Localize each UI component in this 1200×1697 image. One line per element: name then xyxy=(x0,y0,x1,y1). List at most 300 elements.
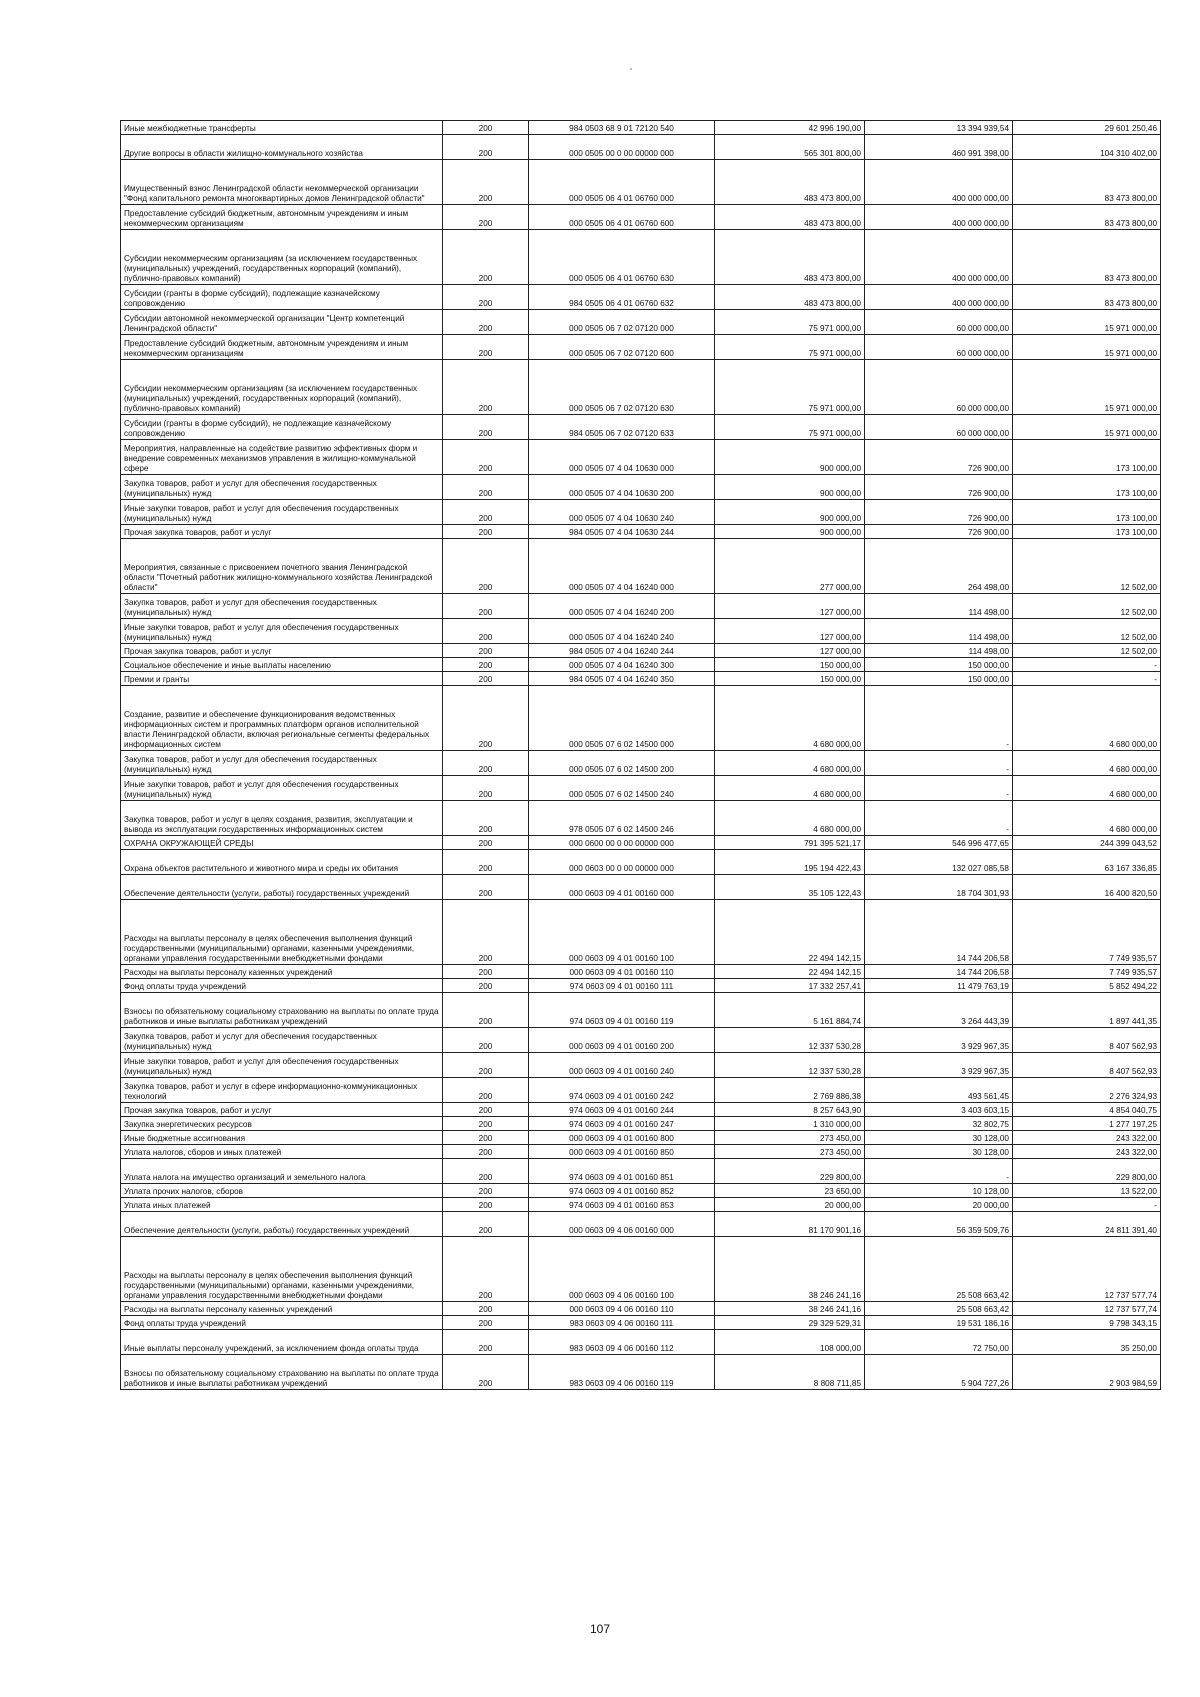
expense-name-cell: Обеспечение деятельности (услуги, работы) государственных учреждений xyxy=(121,1212,443,1237)
table-row xyxy=(121,500,1161,525)
table-row xyxy=(121,1078,1161,1103)
approved-amount-cell: 20 000,00 xyxy=(715,1198,865,1212)
executed-amount-cell: 30 128,00 xyxy=(865,1145,1013,1159)
table-row xyxy=(121,776,1161,801)
table-row xyxy=(121,539,1161,594)
unexecuted-amount-cell: 7 749 935,57 xyxy=(1013,900,1161,965)
expense-name-cell: Закупка товаров, работ и услуг для обеспечения государственных (муниципальных) нужд xyxy=(121,751,443,776)
approved-amount-cell: 229 800,00 xyxy=(715,1159,865,1184)
executed-amount-cell: 60 000 000,00 xyxy=(865,360,1013,415)
expense-name-cell: Расходы на выплаты персоналу казенных учреждений xyxy=(121,1302,443,1316)
budget-classification-cell: 974 0603 09 4 01 00160 851 xyxy=(529,1159,715,1184)
executed-amount-cell: 30 128,00 xyxy=(865,1131,1013,1145)
table-row xyxy=(121,686,1161,751)
budget-classification-cell: 000 0505 07 4 04 16240 200 xyxy=(529,594,715,619)
executed-amount-cell: 14 744 206,58 xyxy=(865,965,1013,979)
approved-amount-cell: 8 808 711,85 xyxy=(715,1355,865,1390)
table-row xyxy=(121,751,1161,776)
line-code-cell: 200 xyxy=(443,205,529,230)
unexecuted-amount-cell: 2 276 324,93 xyxy=(1013,1078,1161,1103)
unexecuted-amount-cell: 243 322,00 xyxy=(1013,1145,1161,1159)
unexecuted-amount-cell: - xyxy=(1013,1198,1161,1212)
executed-amount-cell: 25 508 663,42 xyxy=(865,1237,1013,1302)
approved-amount-cell: 4 680 000,00 xyxy=(715,776,865,801)
expense-name-cell: Прочая закупка товаров, работ и услуг xyxy=(121,644,443,658)
table-row xyxy=(121,205,1161,230)
expense-name-cell: Фонд оплаты труда учреждений xyxy=(121,1316,443,1330)
expense-name-cell: Закупка товаров, работ и услуг в целях создания, развития, эксплуатации и вывода из эксплуатации государственных информационных систем xyxy=(121,801,443,836)
approved-amount-cell: 565 301 800,00 xyxy=(715,135,865,160)
table-row xyxy=(121,979,1161,993)
budget-classification-cell: 000 0505 07 6 02 14500 200 xyxy=(529,751,715,776)
executed-amount-cell: 264 498,00 xyxy=(865,539,1013,594)
expense-name-cell: Иные бюджетные ассигнования xyxy=(121,1131,443,1145)
line-code-cell: 200 xyxy=(443,965,529,979)
line-code-cell: 200 xyxy=(443,1053,529,1078)
expense-name-cell: Иные закупки товаров, работ и услуг для обеспечения государственных (муниципальных) нужд xyxy=(121,500,443,525)
unexecuted-amount-cell: 12 502,00 xyxy=(1013,594,1161,619)
table-row xyxy=(121,1131,1161,1145)
table-row xyxy=(121,1355,1161,1390)
budget-classification-cell: 000 0603 09 4 01 00160 000 xyxy=(529,875,715,900)
budget-classification-cell: 984 0505 06 4 01 06760 632 xyxy=(529,285,715,310)
unexecuted-amount-cell: 1 897 441,35 xyxy=(1013,993,1161,1028)
table-row xyxy=(121,525,1161,539)
budget-classification-cell: 974 0603 09 4 01 00160 852 xyxy=(529,1184,715,1198)
budget-execution-sheet xyxy=(120,120,1160,1390)
expense-name-cell: Закупка товаров, работ и услуг для обеспечения государственных (муниципальных) нужд xyxy=(121,1028,443,1053)
expense-name-cell: Иные закупки товаров, работ и услуг для обеспечения государственных (муниципальных) нужд xyxy=(121,776,443,801)
approved-amount-cell: 127 000,00 xyxy=(715,619,865,644)
approved-amount-cell: 81 170 901,16 xyxy=(715,1212,865,1237)
unexecuted-amount-cell: 244 399 043,52 xyxy=(1013,836,1161,850)
expense-name-cell: Социальное обеспечение и иные выплаты населению xyxy=(121,658,443,672)
expense-name-cell: Субсидии (гранты в форме субсидий), не подлежащие казначейскому сопровождению xyxy=(121,415,443,440)
budget-classification-cell: 000 0505 06 4 01 06760 630 xyxy=(529,230,715,285)
budget-classification-cell: 974 0603 09 4 01 00160 247 xyxy=(529,1117,715,1131)
approved-amount-cell: 8 257 643,90 xyxy=(715,1103,865,1117)
line-code-cell: 200 xyxy=(443,1184,529,1198)
expense-name-cell: Прочая закупка товаров, работ и услуг xyxy=(121,1103,443,1117)
unexecuted-amount-cell: 4 680 000,00 xyxy=(1013,776,1161,801)
expense-name-cell: Расходы на выплаты персоналу в целях обеспечения выполнения функций государственными (муниципальными) органами, казенными учреждениями, органами управления государственными внебюджетными фондами xyxy=(121,900,443,965)
unexecuted-amount-cell: 4 680 000,00 xyxy=(1013,751,1161,776)
unexecuted-amount-cell: 15 971 000,00 xyxy=(1013,310,1161,335)
budget-classification-cell: 000 0603 09 4 06 00160 100 xyxy=(529,1237,715,1302)
approved-amount-cell: 23 650,00 xyxy=(715,1184,865,1198)
table-row xyxy=(121,1302,1161,1316)
line-code-cell: 200 xyxy=(443,836,529,850)
table-row xyxy=(121,1330,1161,1355)
line-code-cell: 200 xyxy=(443,900,529,965)
approved-amount-cell: 22 494 142,15 xyxy=(715,965,865,979)
table-row xyxy=(121,875,1161,900)
approved-amount-cell: 108 000,00 xyxy=(715,1330,865,1355)
approved-amount-cell: 29 329 529,31 xyxy=(715,1316,865,1330)
unexecuted-amount-cell: 83 473 800,00 xyxy=(1013,205,1161,230)
approved-amount-cell: 42 996 190,00 xyxy=(715,121,865,135)
unexecuted-amount-cell: 4 680 000,00 xyxy=(1013,686,1161,751)
approved-amount-cell: 75 971 000,00 xyxy=(715,415,865,440)
executed-amount-cell: 546 996 477,65 xyxy=(865,836,1013,850)
line-code-cell: 200 xyxy=(443,993,529,1028)
table-row xyxy=(121,672,1161,686)
table-row xyxy=(121,836,1161,850)
unexecuted-amount-cell: 173 100,00 xyxy=(1013,475,1161,500)
expense-name-cell: Взносы по обязательному социальному страхованию на выплаты по оплате труда работников и иные выплаты работникам учреждений xyxy=(121,993,443,1028)
expense-name-cell: Субсидии (гранты в форме субсидий), подлежащие казначейскому сопровождению xyxy=(121,285,443,310)
expense-name-cell: ОХРАНА ОКРУЖАЮЩЕЙ СРЕДЫ xyxy=(121,836,443,850)
line-code-cell: 200 xyxy=(443,440,529,475)
budget-classification-cell: 000 0505 07 4 04 10630 200 xyxy=(529,475,715,500)
unexecuted-amount-cell: 29 601 250,46 xyxy=(1013,121,1161,135)
executed-amount-cell: 25 508 663,42 xyxy=(865,1302,1013,1316)
executed-amount-cell: 3 403 603,15 xyxy=(865,1103,1013,1117)
approved-amount-cell: 75 971 000,00 xyxy=(715,360,865,415)
unexecuted-amount-cell: 8 407 562,93 xyxy=(1013,1028,1161,1053)
expense-name-cell: Субсидии некоммерческим организациям (за исключением государственных (муниципальных) учреждений, государственных корпораций (компаний), публично-правовых компаний) xyxy=(121,360,443,415)
budget-classification-cell: 000 0603 09 4 01 00160 100 xyxy=(529,900,715,965)
budget-classification-cell: 984 0505 07 4 04 16240 244 xyxy=(529,644,715,658)
line-code-cell: 200 xyxy=(443,1330,529,1355)
approved-amount-cell: 791 395 521,17 xyxy=(715,836,865,850)
expense-name-cell: Закупка товаров, работ и услуг в сфере информационно-коммуникационных технологий xyxy=(121,1078,443,1103)
unexecuted-amount-cell: 15 971 000,00 xyxy=(1013,335,1161,360)
executed-amount-cell: 72 750,00 xyxy=(865,1330,1013,1355)
page-number: 107 xyxy=(589,1622,611,1636)
budget-classification-cell: 983 0603 09 4 06 00160 111 xyxy=(529,1316,715,1330)
unexecuted-amount-cell: 2 903 984,59 xyxy=(1013,1355,1161,1390)
expense-name-cell: Уплата налога на имущество организаций и земельного налога xyxy=(121,1159,443,1184)
expense-name-cell: Обеспечение деятельности (услуги, работы) государственных учреждений xyxy=(121,875,443,900)
executed-amount-cell: 18 704 301,93 xyxy=(865,875,1013,900)
approved-amount-cell: 483 473 800,00 xyxy=(715,160,865,205)
approved-amount-cell: 75 971 000,00 xyxy=(715,335,865,360)
line-code-cell: 200 xyxy=(443,539,529,594)
budget-classification-cell: 983 0603 09 4 06 00160 119 xyxy=(529,1355,715,1390)
line-code-cell: 200 xyxy=(443,1159,529,1184)
line-code-cell: 200 xyxy=(443,594,529,619)
table-row xyxy=(121,1184,1161,1198)
expense-name-cell: Создание, развитие и обеспечение функционирования ведомственных информационных систем и программных платформ органов исполнительной власти Ленинградской области, включая региональные сегменты федеральных информационных систем xyxy=(121,686,443,751)
budget-classification-cell: 000 0505 07 4 04 16240 240 xyxy=(529,619,715,644)
unexecuted-amount-cell: 15 971 000,00 xyxy=(1013,360,1161,415)
executed-amount-cell: 14 744 206,58 xyxy=(865,900,1013,965)
unexecuted-amount-cell: 104 310 402,00 xyxy=(1013,135,1161,160)
line-code-cell: 200 xyxy=(443,415,529,440)
line-code-cell: 200 xyxy=(443,230,529,285)
table-row xyxy=(121,1117,1161,1131)
unexecuted-amount-cell: 9 798 343,15 xyxy=(1013,1316,1161,1330)
table-row xyxy=(121,360,1161,415)
approved-amount-cell: 127 000,00 xyxy=(715,644,865,658)
executed-amount-cell: 132 027 085,58 xyxy=(865,850,1013,875)
budget-classification-cell: 000 0603 00 0 00 00000 000 xyxy=(529,850,715,875)
budget-classification-cell: 984 0505 06 7 02 07120 633 xyxy=(529,415,715,440)
budget-classification-cell: 000 0505 07 6 02 14500 240 xyxy=(529,776,715,801)
unexecuted-amount-cell: 4 680 000,00 xyxy=(1013,801,1161,836)
expense-name-cell: Уплата налогов, сборов и иных платежей xyxy=(121,1145,443,1159)
approved-amount-cell: 900 000,00 xyxy=(715,475,865,500)
approved-amount-cell: 900 000,00 xyxy=(715,440,865,475)
line-code-cell: 200 xyxy=(443,475,529,500)
executed-amount-cell: 726 900,00 xyxy=(865,525,1013,539)
budget-classification-cell: 000 0603 09 4 06 00160 000 xyxy=(529,1212,715,1237)
table-row xyxy=(121,1212,1161,1237)
line-code-cell: 200 xyxy=(443,500,529,525)
unexecuted-amount-cell: 12 737 577,74 xyxy=(1013,1302,1161,1316)
executed-amount-cell: 460 991 398,00 xyxy=(865,135,1013,160)
line-code-cell: 200 xyxy=(443,1117,529,1131)
line-code-cell: 200 xyxy=(443,1131,529,1145)
line-code-cell: 200 xyxy=(443,776,529,801)
line-code-cell: 200 xyxy=(443,644,529,658)
budget-classification-cell: 000 0505 07 6 02 14500 000 xyxy=(529,686,715,751)
unexecuted-amount-cell: 12 502,00 xyxy=(1013,619,1161,644)
executed-amount-cell: 150 000,00 xyxy=(865,672,1013,686)
budget-classification-cell: 000 0505 07 4 04 10630 240 xyxy=(529,500,715,525)
budget-classification-cell: 000 0603 09 4 01 00160 800 xyxy=(529,1131,715,1145)
budget-classification-cell: 984 0505 07 4 04 16240 350 xyxy=(529,672,715,686)
budget-classification-cell: 000 0600 00 0 00 00000 000 xyxy=(529,836,715,850)
executed-amount-cell: 32 802,75 xyxy=(865,1117,1013,1131)
unexecuted-amount-cell: 35 250,00 xyxy=(1013,1330,1161,1355)
approved-amount-cell: 483 473 800,00 xyxy=(715,205,865,230)
approved-amount-cell: 4 680 000,00 xyxy=(715,686,865,751)
line-code-cell: 200 xyxy=(443,672,529,686)
table-row xyxy=(121,230,1161,285)
budget-classification-cell: 000 0505 06 4 01 06760 600 xyxy=(529,205,715,230)
table-row xyxy=(121,801,1161,836)
executed-amount-cell: - xyxy=(865,1159,1013,1184)
budget-classification-cell: 974 0603 09 4 01 00160 853 xyxy=(529,1198,715,1212)
budget-classification-cell: 974 0603 09 4 01 00160 111 xyxy=(529,979,715,993)
executed-amount-cell: 493 561,45 xyxy=(865,1078,1013,1103)
executed-amount-cell: 726 900,00 xyxy=(865,440,1013,475)
approved-amount-cell: 195 194 422,43 xyxy=(715,850,865,875)
table-row xyxy=(121,850,1161,875)
unexecuted-amount-cell: 173 100,00 xyxy=(1013,525,1161,539)
unexecuted-amount-cell: 4 854 040,75 xyxy=(1013,1103,1161,1117)
executed-amount-cell: 3 264 443,39 xyxy=(865,993,1013,1028)
expense-name-cell: Премии и гранты xyxy=(121,672,443,686)
expense-name-cell: Уплата прочих налогов, сборов xyxy=(121,1184,443,1198)
approved-amount-cell: 4 680 000,00 xyxy=(715,801,865,836)
expense-name-cell: Закупка энергетических ресурсов xyxy=(121,1117,443,1131)
approved-amount-cell: 17 332 257,41 xyxy=(715,979,865,993)
budget-classification-cell: 000 0505 06 7 02 07120 600 xyxy=(529,335,715,360)
unexecuted-amount-cell: 12 737 577,74 xyxy=(1013,1237,1161,1302)
executed-amount-cell: 10 128,00 xyxy=(865,1184,1013,1198)
approved-amount-cell: 35 105 122,43 xyxy=(715,875,865,900)
expense-name-cell: Уплата иных платежей xyxy=(121,1198,443,1212)
approved-amount-cell: 273 450,00 xyxy=(715,1145,865,1159)
expense-name-cell: Предоставление субсидий бюджетным, автономным учреждениям и иным некоммерческим организациям xyxy=(121,205,443,230)
table-row xyxy=(121,121,1161,135)
table-row xyxy=(121,1316,1161,1330)
approved-amount-cell: 900 000,00 xyxy=(715,500,865,525)
executed-amount-cell: 400 000 000,00 xyxy=(865,285,1013,310)
table-row xyxy=(121,335,1161,360)
expense-name-cell: Субсидии автономной некоммерческой организации "Центр компетенций Ленинградской области" xyxy=(121,310,443,335)
approved-amount-cell: 12 337 530,28 xyxy=(715,1028,865,1053)
executed-amount-cell: 11 479 763,19 xyxy=(865,979,1013,993)
expense-name-cell: Предоставление субсидий бюджетным, автономным учреждениям и иным некоммерческим организациям xyxy=(121,335,443,360)
line-code-cell: 200 xyxy=(443,335,529,360)
unexecuted-amount-cell: 173 100,00 xyxy=(1013,500,1161,525)
approved-amount-cell: 483 473 800,00 xyxy=(715,285,865,310)
unexecuted-amount-cell: 12 502,00 xyxy=(1013,539,1161,594)
expense-name-cell: Иные закупки товаров, работ и услуг для обеспечения государственных (муниципальных) нужд xyxy=(121,1053,443,1078)
expense-name-cell: Закупка товаров, работ и услуг для обеспечения государственных (муниципальных) нужд xyxy=(121,594,443,619)
unexecuted-amount-cell: 24 811 391,40 xyxy=(1013,1212,1161,1237)
expense-name-cell: Имущественный взнос Ленинградской области некоммерческой организации "Фонд капитального ремонта многоквартирных домов Ленинградской области" xyxy=(121,160,443,205)
budget-classification-cell: 984 0505 07 4 04 10630 244 xyxy=(529,525,715,539)
line-code-cell: 200 xyxy=(443,619,529,644)
line-code-cell: 200 xyxy=(443,1145,529,1159)
table-row xyxy=(121,440,1161,475)
executed-amount-cell: 56 359 509,76 xyxy=(865,1212,1013,1237)
executed-amount-cell: 3 929 967,35 xyxy=(865,1028,1013,1053)
unexecuted-amount-cell: 83 473 800,00 xyxy=(1013,230,1161,285)
line-code-cell: 200 xyxy=(443,1237,529,1302)
expense-name-cell: Закупка товаров, работ и услуг для обеспечения государственных (муниципальных) нужд xyxy=(121,475,443,500)
line-code-cell: 200 xyxy=(443,686,529,751)
unexecuted-amount-cell: - xyxy=(1013,658,1161,672)
unexecuted-amount-cell: 243 322,00 xyxy=(1013,1131,1161,1145)
unexecuted-amount-cell: 63 167 336,85 xyxy=(1013,850,1161,875)
executed-amount-cell: 114 498,00 xyxy=(865,594,1013,619)
line-code-cell: 200 xyxy=(443,1028,529,1053)
expense-name-cell: Расходы на выплаты персоналу казенных учреждений xyxy=(121,965,443,979)
table-row xyxy=(121,285,1161,310)
expense-name-cell: Взносы по обязательному социальному страхованию на выплаты по оплате труда работников и иные выплаты работникам учреждений xyxy=(121,1355,443,1390)
unexecuted-amount-cell: 16 400 820,50 xyxy=(1013,875,1161,900)
budget-classification-cell: 974 0603 09 4 01 00160 119 xyxy=(529,993,715,1028)
expense-name-cell: Иные закупки товаров, работ и услуг для обеспечения государственных (муниципальных) нужд xyxy=(121,619,443,644)
budget-classification-cell: 000 0505 07 4 04 16240 300 xyxy=(529,658,715,672)
budget-classification-cell: 000 0505 06 7 02 07120 630 xyxy=(529,360,715,415)
budget-classification-cell: 983 0603 09 4 06 00160 112 xyxy=(529,1330,715,1355)
table-row xyxy=(121,965,1161,979)
unexecuted-amount-cell: 83 473 800,00 xyxy=(1013,160,1161,205)
budget-classification-cell: 978 0505 07 6 02 14500 246 xyxy=(529,801,715,836)
executed-amount-cell: 13 394 939,54 xyxy=(865,121,1013,135)
unexecuted-amount-cell: 83 473 800,00 xyxy=(1013,285,1161,310)
table-row xyxy=(121,1145,1161,1159)
budget-table xyxy=(120,120,1161,1390)
unexecuted-amount-cell: 7 749 935,57 xyxy=(1013,965,1161,979)
line-code-cell: 200 xyxy=(443,801,529,836)
line-code-cell: 200 xyxy=(443,310,529,335)
unexecuted-amount-cell: 1 277 197,25 xyxy=(1013,1117,1161,1131)
expense-name-cell: Иные выплаты персоналу учреждений, за исключением фонда оплаты труда xyxy=(121,1330,443,1355)
line-code-cell: 200 xyxy=(443,1302,529,1316)
line-code-cell: 200 xyxy=(443,285,529,310)
table-row xyxy=(121,1237,1161,1302)
budget-classification-cell: 000 0603 09 4 01 00160 850 xyxy=(529,1145,715,1159)
budget-classification-cell: 000 0505 06 7 02 07120 000 xyxy=(529,310,715,335)
line-code-cell: 200 xyxy=(443,525,529,539)
table-row xyxy=(121,1159,1161,1184)
executed-amount-cell: 3 929 967,35 xyxy=(865,1053,1013,1078)
budget-classification-cell: 974 0603 09 4 01 00160 242 xyxy=(529,1078,715,1103)
table-row xyxy=(121,135,1161,160)
unexecuted-amount-cell: - xyxy=(1013,672,1161,686)
line-code-cell: 200 xyxy=(443,875,529,900)
line-code-cell: 200 xyxy=(443,1103,529,1117)
executed-amount-cell: 400 000 000,00 xyxy=(865,230,1013,285)
budget-classification-cell: 000 0603 09 4 01 00160 110 xyxy=(529,965,715,979)
line-code-cell: 200 xyxy=(443,751,529,776)
expense-name-cell: Прочая закупка товаров, работ и услуг xyxy=(121,525,443,539)
table-row xyxy=(121,1198,1161,1212)
budget-classification-cell: 000 0505 07 4 04 16240 000 xyxy=(529,539,715,594)
table-row xyxy=(121,160,1161,205)
line-code-cell: 200 xyxy=(443,1355,529,1390)
table-row xyxy=(121,644,1161,658)
executed-amount-cell: 114 498,00 xyxy=(865,644,1013,658)
approved-amount-cell: 22 494 142,15 xyxy=(715,900,865,965)
executed-amount-cell: - xyxy=(865,801,1013,836)
table-row xyxy=(121,310,1161,335)
approved-amount-cell: 38 246 241,16 xyxy=(715,1302,865,1316)
approved-amount-cell: 900 000,00 xyxy=(715,525,865,539)
approved-amount-cell: 75 971 000,00 xyxy=(715,310,865,335)
budget-classification-cell: 000 0603 09 4 06 00160 110 xyxy=(529,1302,715,1316)
expense-name-cell: Охрана объектов растительного и животного мира и среды их обитания xyxy=(121,850,443,875)
expense-name-cell: Расходы на выплаты персоналу в целях обеспечения выполнения функций государственными (муниципальными) органами, казенными учреждениями, органами управления государственными внебюджетными фондами xyxy=(121,1237,443,1302)
table-row xyxy=(121,619,1161,644)
budget-classification-cell: 984 0503 68 9 01 72120 540 xyxy=(529,121,715,135)
table-row xyxy=(121,900,1161,965)
approved-amount-cell: 483 473 800,00 xyxy=(715,230,865,285)
line-code-cell: 200 xyxy=(443,160,529,205)
approved-amount-cell: 12 337 530,28 xyxy=(715,1053,865,1078)
table-row xyxy=(121,1103,1161,1117)
unexecuted-amount-cell: 15 971 000,00 xyxy=(1013,415,1161,440)
executed-amount-cell: 726 900,00 xyxy=(865,475,1013,500)
line-code-cell: 200 xyxy=(443,1212,529,1237)
budget-classification-cell: 000 0505 00 0 00 00000 000 xyxy=(529,135,715,160)
unexecuted-amount-cell: 173 100,00 xyxy=(1013,440,1161,475)
budget-classification-cell: 000 0603 09 4 01 00160 200 xyxy=(529,1028,715,1053)
scan-speck xyxy=(630,68,632,70)
line-code-cell: 200 xyxy=(443,121,529,135)
budget-classification-cell: 974 0603 09 4 01 00160 244 xyxy=(529,1103,715,1117)
approved-amount-cell: 2 769 886,38 xyxy=(715,1078,865,1103)
executed-amount-cell: 60 000 000,00 xyxy=(865,335,1013,360)
line-code-cell: 200 xyxy=(443,1198,529,1212)
expense-name-cell: Фонд оплаты труда учреждений xyxy=(121,979,443,993)
executed-amount-cell: - xyxy=(865,686,1013,751)
budget-classification-cell: 000 0505 07 4 04 10630 000 xyxy=(529,440,715,475)
budget-table-body xyxy=(121,121,1161,1390)
executed-amount-cell: 114 498,00 xyxy=(865,619,1013,644)
table-row xyxy=(121,415,1161,440)
executed-amount-cell: - xyxy=(865,776,1013,801)
approved-amount-cell: 1 310 000,00 xyxy=(715,1117,865,1131)
approved-amount-cell: 5 161 884,74 xyxy=(715,993,865,1028)
approved-amount-cell: 150 000,00 xyxy=(715,672,865,686)
executed-amount-cell: 60 000 000,00 xyxy=(865,415,1013,440)
executed-amount-cell: 60 000 000,00 xyxy=(865,310,1013,335)
executed-amount-cell: - xyxy=(865,751,1013,776)
expense-name-cell: Субсидии некоммерческим организациям (за исключением государственных (муниципальных) учреждений, государственных корпораций (компаний), публично-правовых компаний) xyxy=(121,230,443,285)
table-row xyxy=(121,1028,1161,1053)
line-code-cell: 200 xyxy=(443,658,529,672)
line-code-cell: 200 xyxy=(443,135,529,160)
